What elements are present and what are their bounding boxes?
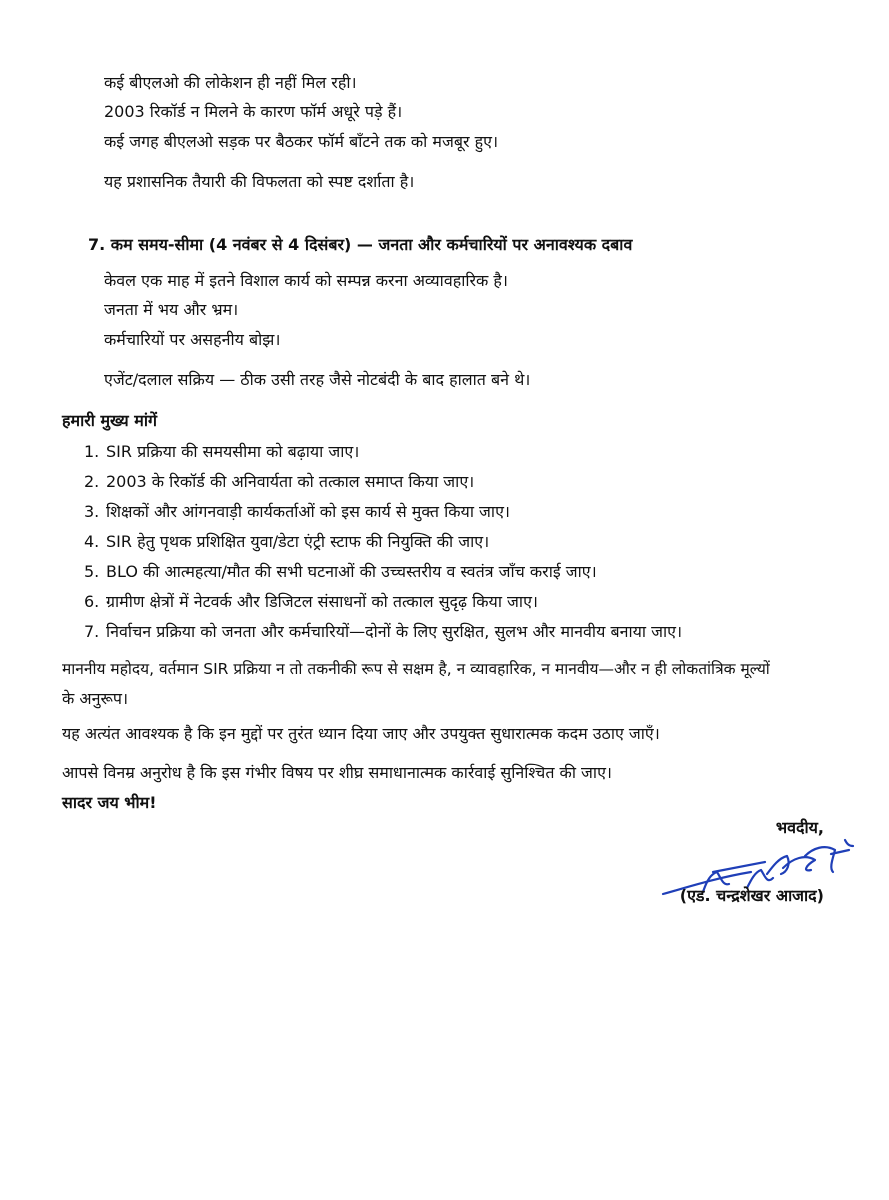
- salutation: सादर जय भीम!: [62, 793, 157, 812]
- signature-block: [600, 810, 860, 920]
- list-text: SIR हेतु पृथक प्रशिक्षित युवा/डेटा एंट्री स्टाफ की नियुक्ति की जाए।: [106, 532, 490, 551]
- list-text: शिक्षकों और आंगनवाड़ी कार्यकर्ताओं को इस कार्य से मुक्त किया जाए।: [106, 502, 510, 521]
- list-text: ग्रामीण क्षेत्रों में नेटवर्क और डिजिटल संसाधनों को तत्काल सुदृढ़ किया जाए।: [106, 592, 538, 611]
- list-number: 6.: [84, 592, 100, 611]
- list-item: [84, 531, 489, 553]
- list-number: 4.: [84, 532, 100, 551]
- bhavdiya-label: भवदीय,: [775, 818, 824, 837]
- list-number: 1.: [84, 442, 100, 461]
- list-item: [84, 471, 474, 493]
- section7-line: केवल एक माह में इतने विशाल कार्य को सम्पन्न करना अव्यावहारिक है।: [104, 271, 508, 290]
- list-text: BLO की आत्महत्या/मौत की सभी घटनाओं की उच्चस्तरीय व स्वतंत्र जाँच कराई जाए।: [106, 562, 597, 581]
- section7-line: एजेंट/दलाल सक्रिय — ठीक उसी तरह जैसे नोटबंदी के बाद हालात बने थे।: [104, 370, 531, 389]
- list-number: 3.: [84, 502, 100, 521]
- list-text: 2003 के रिकॉर्ड की अनिवार्यता को तत्काल समाप्त किया जाए।: [106, 472, 475, 491]
- list-item: [84, 621, 682, 643]
- list-number: 2.: [84, 472, 100, 491]
- section6-line: कई बीएलओ की लोकेशन ही नहीं मिल रही।: [104, 73, 357, 92]
- closing-paragraph-1: माननीय महोदय, वर्तमान SIR प्रक्रिया न तो तकनीकी रूप से सक्षम है, न व्यावहारिक, न मानवीय—और न ही लोकतांत्रिक मूल्यों: [62, 660, 770, 678]
- closing-paragraph-1-cont: के अनुरूप।: [62, 689, 129, 708]
- section-7-heading: 7. कम समय-सीमा (4 नवंबर से 4 दिसंबर) — जनता और कर्मचारियों पर अनावश्यक दबाव: [88, 235, 633, 254]
- section6-line: 2003 रिकॉर्ड न मिलने के कारण फॉर्म अधूरे पड़े हैं।: [104, 102, 403, 121]
- section6-line: यह प्रशासनिक तैयारी की विफलता को स्पष्ट दर्शाता है।: [104, 172, 415, 191]
- section6-line: कई जगह बीएलओ सड़क पर बैठकर फॉर्म बाँटने तक को मजबूर हुए।: [104, 132, 499, 151]
- list-text: निर्वाचन प्रक्रिया को जनता और कर्मचारियों—दोनों के लिए सुरक्षित, सुलभ और मानवीय बनाया जाए।: [106, 622, 683, 641]
- section7-line: कर्मचारियों पर असहनीय बोझ।: [104, 330, 281, 349]
- list-item: [84, 501, 510, 523]
- closing-paragraph-3: आपसे विनम्र अनुरोध है कि इस गंभीर विषय पर शीघ्र समाधानात्मक कार्रवाई सुनिश्चित की जाए।: [62, 763, 612, 782]
- list-text: SIR प्रक्रिया की समयसीमा को बढ़ाया जाए।: [106, 442, 360, 461]
- demands-title: हमारी मुख्य मांगें: [62, 411, 157, 430]
- closing-paragraph-2: यह अत्यंत आवश्यक है कि इन मुद्दों पर तुरंत ध्यान दिया जाए और उपयुक्त सुधारात्मक कदम उठाए जाएँ।: [62, 724, 660, 743]
- section7-line: जनता में भय और भ्रम।: [104, 300, 239, 319]
- list-item: [84, 591, 538, 613]
- signatory-name: (एड. चन्द्रशेखर आजाद): [679, 886, 824, 905]
- list-number: 5.: [84, 562, 100, 581]
- list-item: [84, 561, 597, 583]
- list-number: 7.: [84, 622, 100, 641]
- list-item: [84, 441, 359, 463]
